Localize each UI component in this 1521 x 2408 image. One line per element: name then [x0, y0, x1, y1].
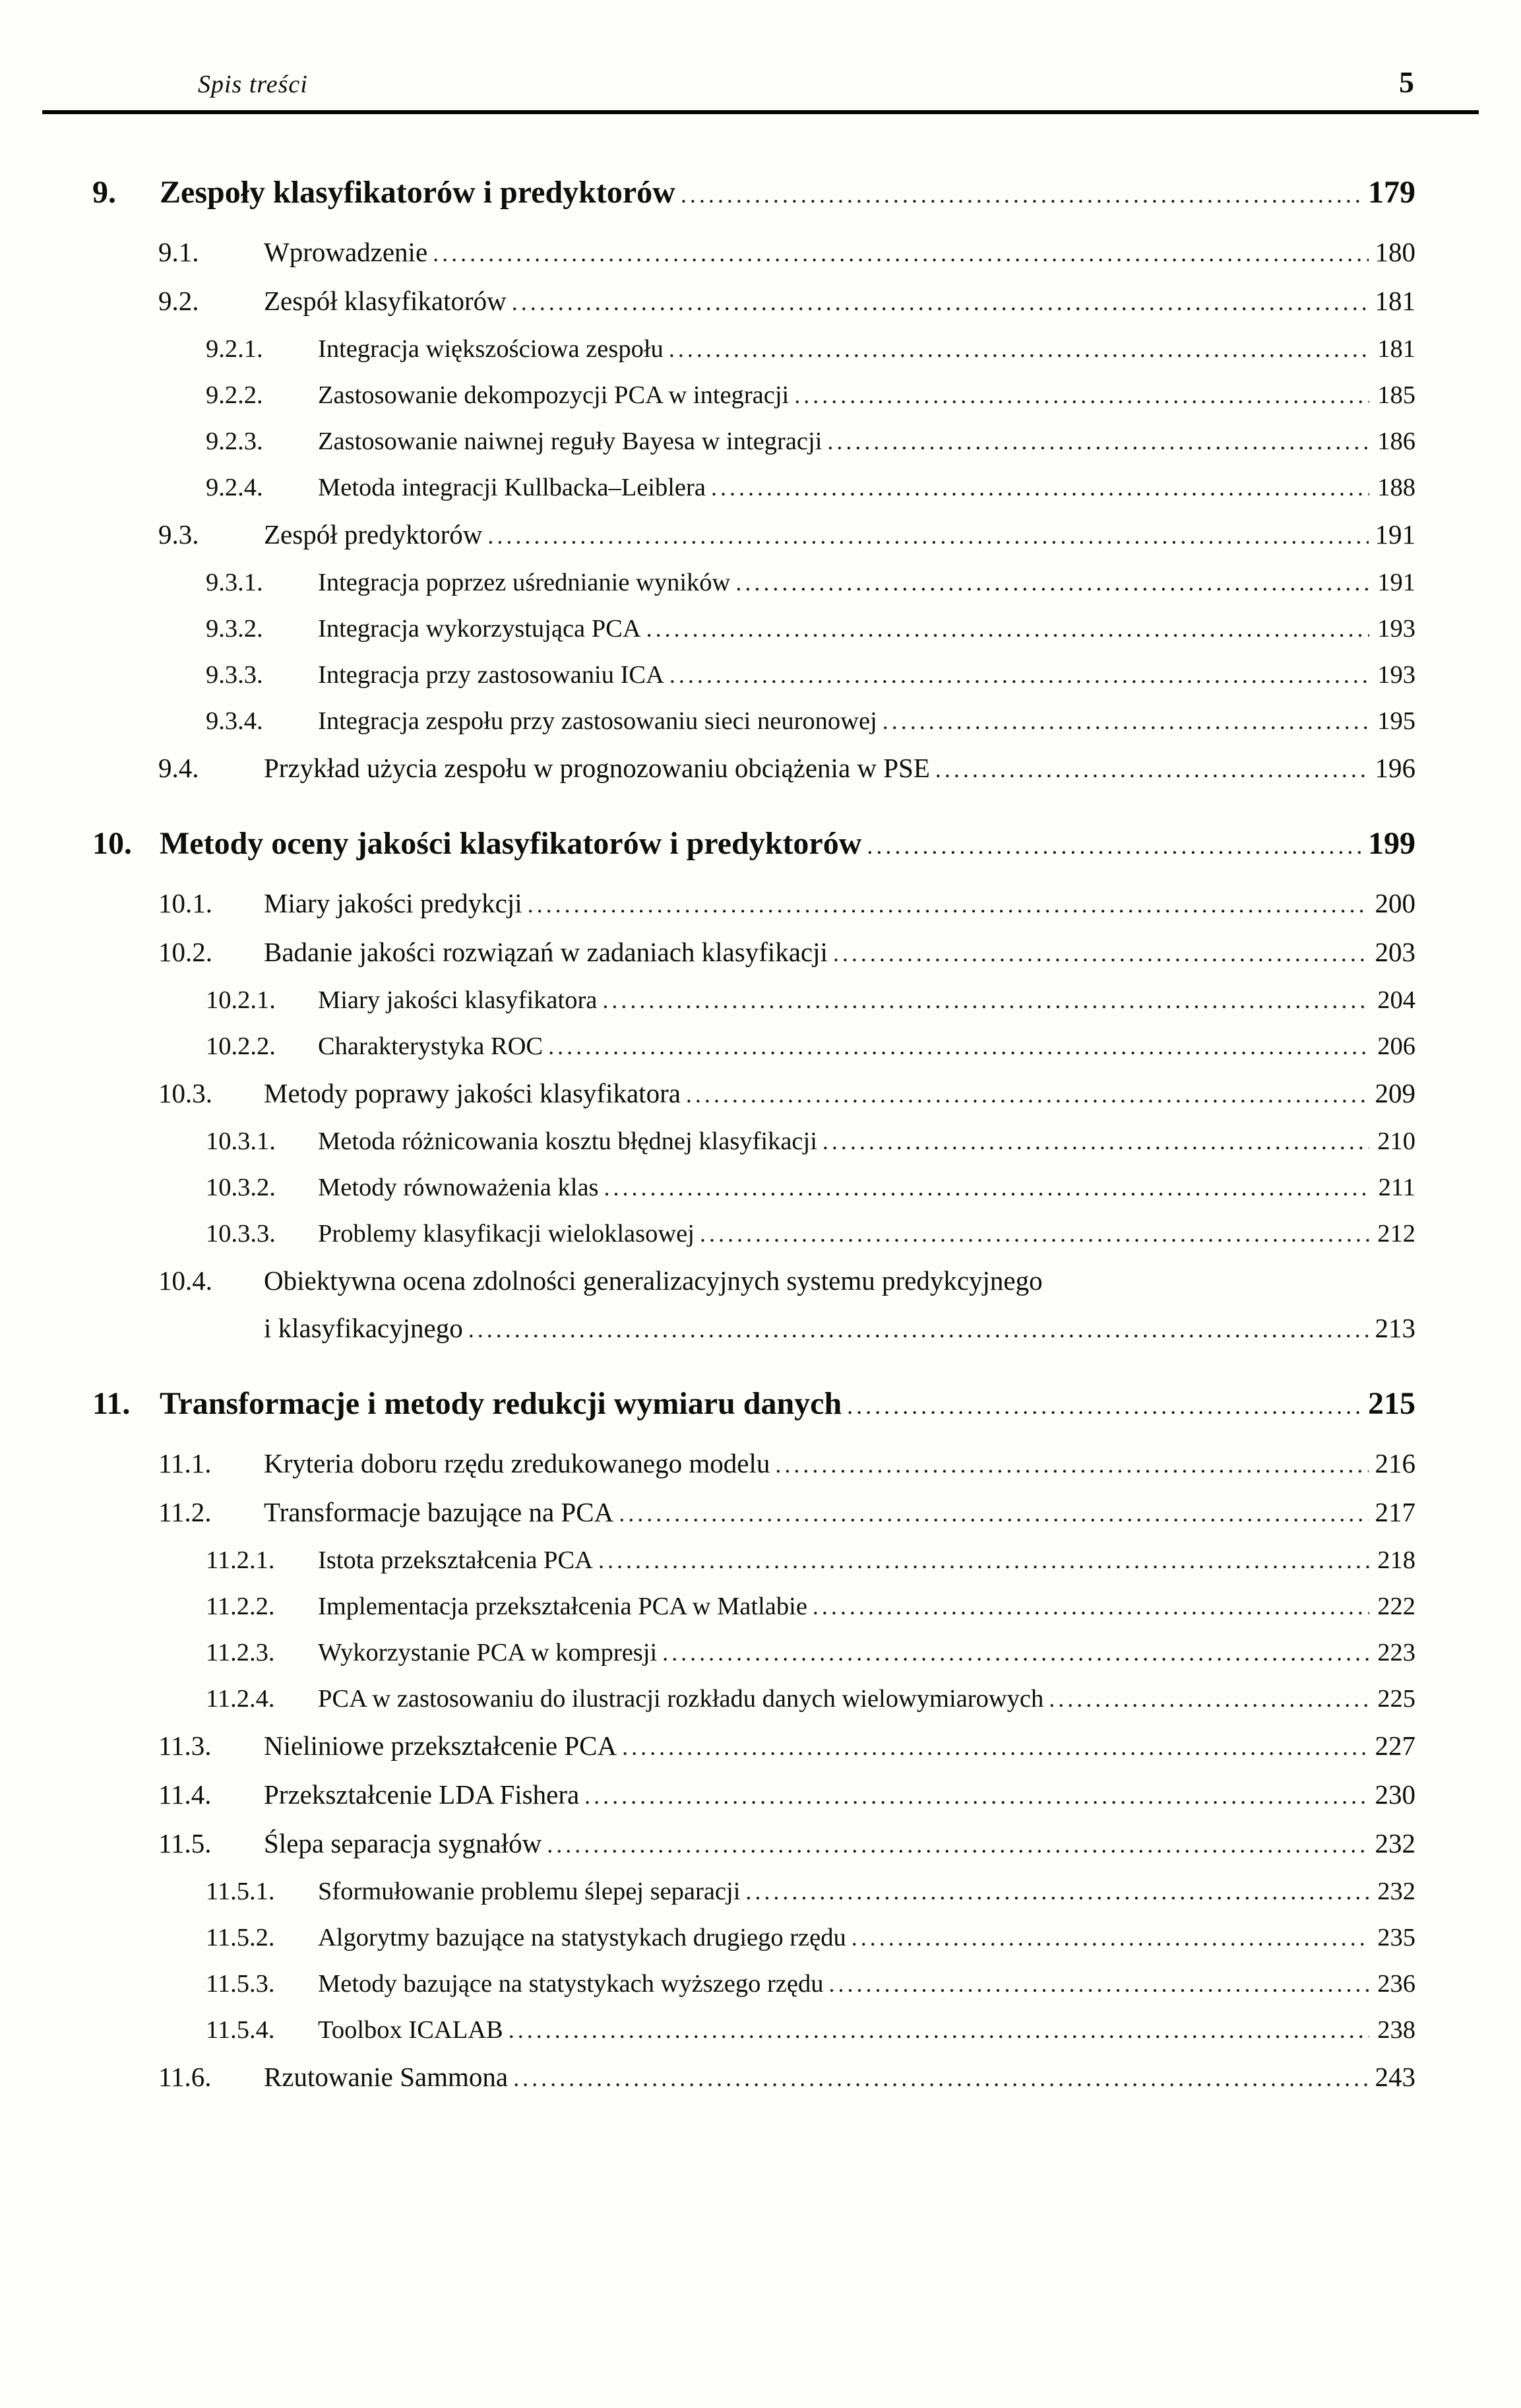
entry-page-number: 212 — [1377, 1220, 1415, 1248]
toc-entry — [92, 1257, 1415, 1304]
dot-leader — [598, 1537, 1369, 1583]
toc-list — [0, 114, 1521, 2102]
entry-title: Problemy klasyfikacji wieloklasowej — [318, 1220, 695, 1248]
entry-title: Badanie jakości rozwiązań w zadaniach klasyfikacji — [264, 937, 828, 967]
entry-number: 11.2.4. — [206, 1685, 275, 1713]
entry-title: Kryteria doboru rzędu zredukowanego modelu — [264, 1448, 770, 1478]
toc-entry — [92, 559, 1415, 606]
entry-number: 10.2. — [158, 937, 212, 967]
toc-entry — [92, 326, 1415, 372]
entry-title: Metoda różnicowania kosztu błędnej klasyfikacji — [318, 1127, 817, 1155]
toc-entry — [92, 928, 1415, 977]
toc-entry — [92, 1820, 1415, 1868]
entry-title: Sformułowanie problemu ślepej separacji — [318, 1878, 741, 1905]
dot-leader — [662, 1630, 1369, 1676]
entry-title: Integracja zespołu przy zastosowaniu sieci neuronowej — [318, 707, 877, 735]
entry-title: Integracja przy zastosowaniu ICA — [318, 661, 664, 689]
entry-title: Metoda integracji Kullbacka–Leiblera — [318, 474, 706, 501]
entry-number: 10.2.2. — [206, 1032, 276, 1060]
entry-title: Charakterystyka ROC — [318, 1032, 543, 1060]
entry-page-number: 196 — [1375, 753, 1415, 783]
entry-title: Zespół predyktorów — [264, 519, 483, 550]
dot-leader — [823, 1118, 1369, 1164]
dot-leader — [669, 326, 1369, 372]
entry-page-number: 238 — [1377, 2016, 1415, 2044]
entry-number: 9.3.2. — [206, 615, 263, 643]
entry-page-number: 186 — [1377, 428, 1415, 455]
dot-leader — [487, 512, 1368, 559]
entry-page-number: 210 — [1377, 1127, 1415, 1155]
entry-title: Zastosowanie dekompozycji PCA w integracji — [318, 381, 790, 409]
entry-title: Toolbox ICALAB — [318, 2016, 503, 2044]
entry-title: Obiektywna ocena zdolności generalizacyjnych systemu predykcyjnego — [264, 1265, 1043, 1296]
entry-number: 9.1. — [158, 237, 199, 267]
dot-leader — [686, 1071, 1369, 1118]
entry-title: Integracja większościowa zespołu — [318, 335, 664, 363]
dot-leader — [433, 230, 1368, 277]
dot-leader — [602, 977, 1369, 1023]
dot-leader — [935, 745, 1369, 793]
entry-number: 11. — [92, 1386, 131, 1421]
entry-page-number: 230 — [1375, 1779, 1415, 1810]
entry-number: 10.1. — [158, 888, 212, 918]
dot-leader — [622, 1723, 1368, 1771]
entry-title: Transformacje bazujące na PCA — [264, 1497, 614, 1527]
entry-title: Wykorzystanie PCA w kompresji — [318, 1639, 658, 1666]
toc-entry — [92, 511, 1415, 559]
toc-entry — [92, 977, 1415, 1023]
dot-leader — [513, 2054, 1368, 2102]
dot-leader — [669, 652, 1369, 698]
entry-page-number: 216 — [1375, 1448, 1415, 1478]
entry-title: Rzutowanie Sammona — [264, 2062, 509, 2092]
entry-page-number: 191 — [1375, 519, 1415, 550]
dot-leader — [829, 1961, 1370, 2007]
entry-title: Miary jakości predykcji — [264, 888, 522, 918]
dot-leader — [775, 1441, 1368, 1488]
toc-entry — [92, 172, 1415, 215]
entry-page-number: 209 — [1375, 1078, 1415, 1108]
dot-leader — [700, 1211, 1369, 1257]
entry-page-number: 222 — [1377, 1593, 1415, 1620]
entry-page-number: 185 — [1377, 381, 1415, 409]
toc-entry — [92, 1961, 1415, 2007]
entry-page-number: 235 — [1377, 1924, 1415, 1951]
entry-page-number: 217 — [1375, 1497, 1415, 1527]
toc-entry — [92, 1211, 1415, 1257]
entry-page-number: 193 — [1377, 615, 1415, 643]
entry-number: 10.3.3. — [206, 1220, 276, 1248]
entry-title: Przykład użycia zespołu w prognozowaniu obciążenia w PSE — [264, 753, 930, 783]
toc-entry — [92, 1304, 1415, 1353]
entry-number: 11.6. — [158, 2062, 212, 2092]
toc-entry — [92, 1383, 1415, 1426]
entry-page-number: 191 — [1377, 569, 1415, 596]
dot-leader — [847, 1385, 1361, 1426]
entry-page-number: 188 — [1377, 474, 1415, 501]
entry-number: 10.3.1. — [206, 1127, 276, 1155]
entry-title: Metody poprawy jakości klasyfikatora — [264, 1078, 681, 1108]
dot-leader — [619, 1490, 1368, 1537]
entry-number: 11.5.1. — [206, 1878, 275, 1905]
entry-page-number: 218 — [1377, 1546, 1415, 1574]
entry-title: Ślepa separacja sygnałów — [264, 1828, 542, 1858]
toc-entry — [92, 606, 1415, 652]
toc-entry — [92, 2053, 1415, 2102]
entry-title: i klasyfikacyjnego — [264, 1313, 463, 1343]
entry-page-number: 203 — [1375, 937, 1415, 967]
dot-leader — [711, 464, 1369, 511]
entry-title: Integracja poprzez uśrednianie wyników — [318, 569, 731, 596]
dot-leader — [883, 698, 1369, 744]
dot-leader — [1049, 1676, 1369, 1722]
toc-entry — [92, 418, 1415, 464]
entry-number: 11.4. — [158, 1779, 212, 1810]
entry-number: 9.3.1. — [206, 569, 263, 596]
entry-page-number: 236 — [1377, 1970, 1415, 1998]
entry-page-number: 204 — [1377, 986, 1415, 1014]
toc-entry — [92, 1771, 1415, 1820]
toc-entry — [92, 1583, 1415, 1630]
entry-number: 10. — [92, 826, 132, 861]
entry-title: Istota przekształcenia PCA — [318, 1546, 593, 1574]
toc-entry — [92, 464, 1415, 511]
entry-number: 11.2.1. — [206, 1546, 275, 1574]
entry-number: 11.3. — [158, 1730, 212, 1761]
dot-leader — [468, 1306, 1369, 1353]
entry-page-number: 227 — [1375, 1730, 1415, 1761]
entry-title: Transformacje i metody redukcji wymiaru danych — [160, 1386, 842, 1421]
dot-leader — [794, 372, 1369, 418]
entry-number: 11.5.3. — [206, 1970, 275, 1998]
toc-entry — [92, 1630, 1415, 1676]
toc-entry — [92, 698, 1415, 744]
entry-number: 11.2.2. — [206, 1593, 275, 1620]
toc-entry — [92, 2007, 1415, 2053]
entry-number: 11.2.3. — [206, 1639, 275, 1666]
toc-entry — [92, 372, 1415, 418]
entry-number: 9. — [92, 175, 116, 210]
entry-number: 9.2.2. — [206, 381, 263, 409]
entry-page-number: 193 — [1377, 661, 1415, 689]
toc-entry — [92, 652, 1415, 698]
entry-number: 9.2.4. — [206, 474, 263, 501]
entry-page-number: 180 — [1375, 237, 1415, 267]
entry-number: 9.2. — [158, 286, 199, 316]
entry-number: 11.2. — [158, 1497, 212, 1527]
toc-entry — [92, 879, 1415, 928]
dot-leader — [547, 1821, 1368, 1868]
entry-title: Implementacja przekształcenia PCA w Matlabie — [318, 1593, 807, 1620]
dot-leader — [584, 1772, 1368, 1820]
entry-page-number: 181 — [1375, 286, 1415, 316]
entry-title: Algorytmy bazujące na statystykach drugiego rzędu — [318, 1924, 846, 1951]
dot-leader — [745, 1868, 1369, 1915]
toc-entry — [92, 1676, 1415, 1722]
entry-number: 9.2.1. — [206, 335, 263, 363]
toc-entry — [92, 1440, 1415, 1488]
entry-page-number: 179 — [1368, 175, 1415, 210]
entry-page-number: 206 — [1377, 1032, 1415, 1060]
entry-title: Nieliniowe przekształcenie PCA — [264, 1730, 617, 1761]
entry-title: Zastosowanie naiwnej reguły Bayesa w integracji — [318, 428, 823, 455]
running-header-title: Spis treści — [198, 71, 308, 98]
dot-leader — [827, 418, 1369, 464]
dot-leader — [548, 1023, 1369, 1069]
entry-title: Zespoły klasyfikatorów i predyktorów — [160, 175, 675, 210]
entry-page-number: 223 — [1377, 1639, 1415, 1666]
entry-page-number: 200 — [1375, 888, 1415, 918]
toc-entry — [92, 1915, 1415, 1961]
toc-entry — [92, 1023, 1415, 1069]
toc-entry — [92, 1537, 1415, 1583]
dot-leader — [681, 174, 1361, 215]
entry-title: Miary jakości klasyfikatora — [318, 986, 598, 1014]
dot-leader — [512, 278, 1369, 326]
entry-page-number: 181 — [1377, 335, 1415, 363]
entry-number: 9.3.4. — [206, 707, 263, 735]
entry-title: Metody równoważenia klas — [318, 1174, 599, 1201]
dot-leader — [509, 2007, 1369, 2053]
toc-entry — [92, 1118, 1415, 1164]
entry-title: Integracja wykorzystująca PCA — [318, 615, 641, 643]
entry-page-number: 195 — [1377, 707, 1415, 735]
entry-page-number: 215 — [1368, 1386, 1415, 1421]
toc-entry — [92, 1069, 1415, 1118]
entry-number: 10.2.1. — [206, 986, 276, 1014]
entry-title: Przekształcenie LDA Fishera — [264, 1779, 580, 1810]
entry-page-number: 232 — [1377, 1878, 1415, 1905]
entry-number: 9.4. — [158, 753, 199, 783]
entry-page-number: 199 — [1368, 826, 1415, 861]
entry-number: 11.1. — [158, 1448, 212, 1478]
entry-title: Wprowadzenie — [264, 237, 428, 267]
dot-leader — [867, 825, 1361, 866]
running-header — [0, 0, 1521, 100]
entry-title: Metody oceny jakości klasyfikatorów i predyktorów — [160, 826, 862, 861]
dot-leader — [604, 1164, 1369, 1211]
entry-page-number: 243 — [1375, 2062, 1415, 2092]
entry-page-number: 213 — [1375, 1313, 1415, 1343]
entry-number: 10.3. — [158, 1078, 212, 1108]
toc-entry — [92, 228, 1415, 277]
entry-number: 9.2.3. — [206, 428, 263, 455]
entry-number: 9.3.3. — [206, 661, 263, 689]
dot-leader — [646, 606, 1369, 652]
dot-leader — [735, 559, 1369, 606]
entry-page-number: 211 — [1378, 1174, 1415, 1201]
entry-page-number: 232 — [1375, 1828, 1415, 1858]
entry-title: PCA w zastosowaniu do ilustracji rozkładu danych wielowymiarowych — [318, 1685, 1044, 1713]
entry-number: 11.5.4. — [206, 2016, 275, 2044]
entry-number: 11.5. — [158, 1828, 212, 1858]
dot-leader — [833, 930, 1369, 977]
entry-page-number: 225 — [1377, 1685, 1415, 1713]
toc-entry — [92, 1488, 1415, 1537]
entry-number: 11.5.2. — [206, 1924, 275, 1951]
entry-number: 10.4. — [158, 1265, 212, 1296]
toc-entry — [92, 744, 1415, 793]
toc-entry — [92, 277, 1415, 326]
entry-title: Metody bazujące na statystykach wyższego rzędu — [318, 1970, 824, 1998]
entry-title: Zespół klasyfikatorów — [264, 286, 507, 316]
dot-leader — [813, 1583, 1369, 1630]
toc-entry — [92, 1164, 1415, 1211]
running-header-page-number: 5 — [1399, 65, 1414, 99]
toc-entry — [92, 823, 1415, 866]
dot-leader — [528, 881, 1369, 928]
entry-number: 9.3. — [158, 519, 199, 550]
dot-leader — [852, 1915, 1369, 1961]
toc-entry — [92, 1868, 1415, 1915]
entry-number: 10.3.2. — [206, 1174, 276, 1201]
toc-entry — [92, 1722, 1415, 1771]
